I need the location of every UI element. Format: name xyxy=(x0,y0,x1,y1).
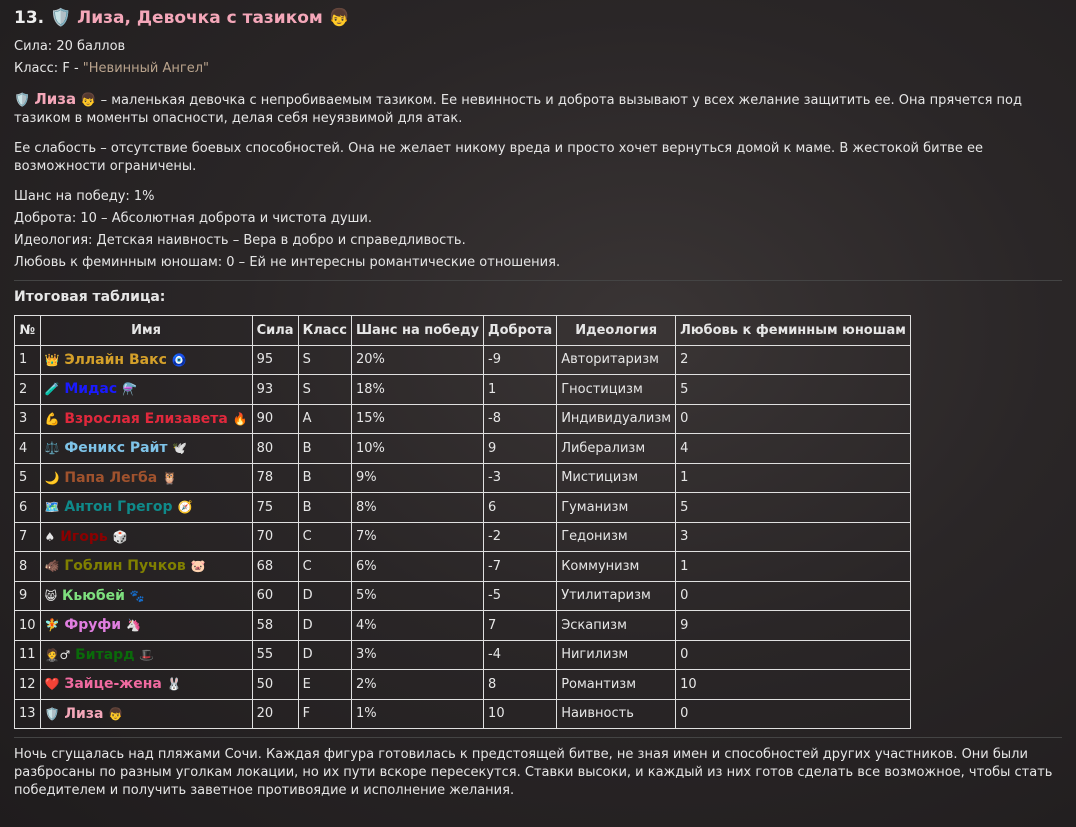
name-cell xyxy=(40,404,252,434)
chance-cell: 8% xyxy=(351,493,483,523)
row-number: 3 xyxy=(15,404,41,434)
love-cell: 0 xyxy=(676,699,911,729)
power-cell: 50 xyxy=(252,670,298,700)
emoji-icon: 👦 xyxy=(108,706,124,721)
row-number: 13 xyxy=(15,699,41,729)
footer-paragraph: Ночь сгущалась над пляжами Сочи. Каждая фигура готовилась к предстоящей битве, не зная имен и способностей других участников. Они были разбросаны по разным уголкам локации, но их пути вскоре пересекутся. Ставки высоки, и каждый из них готов сделать все возможное, чтобы стать победителем и получить заветное противоядие и исполнение желания. xyxy=(14,747,1053,798)
class-cell: C xyxy=(298,552,351,582)
chance-cell: 10% xyxy=(351,434,483,464)
row-number: 6 xyxy=(15,493,41,523)
attr-love: Любовь к феминным юношам: 0 – Ей не интересны романтические отношения. xyxy=(14,255,561,270)
character-name: Игорь xyxy=(60,528,108,545)
name-cell xyxy=(40,611,252,641)
class-cell: S xyxy=(298,345,351,375)
power-cell: 55 xyxy=(252,640,298,670)
ideology-cell: Авторитаризм xyxy=(557,345,676,375)
class-title: "Невинный Ангел" xyxy=(82,61,209,76)
column-header: Доброта xyxy=(484,316,557,346)
table-row xyxy=(15,434,911,464)
emoji-icon: 🎩 xyxy=(139,647,155,662)
love-cell: 9 xyxy=(676,611,911,641)
class-cell: B xyxy=(298,493,351,523)
class-cell: F xyxy=(298,699,351,729)
kindness-cell: 1 xyxy=(484,375,557,405)
name-cell xyxy=(40,375,252,405)
intro-name: Лиза xyxy=(34,90,77,108)
ideology-cell: Утилитаризм xyxy=(557,581,676,611)
ideology-cell: Индивидуализм xyxy=(557,404,676,434)
row-number: 12 xyxy=(15,670,41,700)
love-cell: 0 xyxy=(676,640,911,670)
character-name: Лиза xyxy=(64,705,104,722)
shield-icon: 🛡️ xyxy=(50,8,72,28)
class-cell: D xyxy=(298,640,351,670)
column-header: Шанс на победу xyxy=(351,316,483,346)
row-number: 2 xyxy=(15,375,41,405)
emoji-icon: 🐗 xyxy=(44,559,60,574)
character-name: Зайце-жена xyxy=(64,676,162,693)
chance-cell: 7% xyxy=(351,522,483,552)
kindness-cell: -8 xyxy=(484,404,557,434)
title-number: 13. xyxy=(14,8,45,28)
class-cell: A xyxy=(298,404,351,434)
emoji-icon: 🧿 xyxy=(171,352,187,367)
emoji-icon: 🌙 xyxy=(44,470,60,485)
row-number: 10 xyxy=(15,611,41,641)
emoji-icon: ⚗️ xyxy=(122,382,137,397)
boy-icon: 👦 xyxy=(328,8,350,28)
emoji-icon: ♠ xyxy=(44,529,56,544)
love-cell: 5 xyxy=(676,493,911,523)
row-number: 8 xyxy=(15,552,41,582)
kindness-cell: 10 xyxy=(484,699,557,729)
intro-text: – маленькая девочка с непробиваемым тазиком. Ее невинность и доброта вызывают у всех желание защитить ее. Она прячется под тазиком в моменты опасности, делая себя неуязвимой для атак. xyxy=(14,93,1023,126)
ideology-cell: Наивность xyxy=(557,699,676,729)
emoji-icon: 🛡️ xyxy=(44,706,60,721)
emoji-icon: 🧚 xyxy=(44,618,60,633)
name-cell xyxy=(40,463,252,493)
emoji-icon: 🐰 xyxy=(166,677,182,692)
row-number: 5 xyxy=(15,463,41,493)
ideology-cell: Романтизм xyxy=(557,670,676,700)
chance-cell: 6% xyxy=(351,552,483,582)
kindness-cell: 7 xyxy=(484,611,557,641)
row-number: 11 xyxy=(15,640,41,670)
character-name: Кьюбей xyxy=(61,587,125,604)
chance-cell: 5% xyxy=(351,581,483,611)
character-name: Взрослая Елизавета xyxy=(64,410,228,427)
chance-cell: 3% xyxy=(351,640,483,670)
power-cell: 90 xyxy=(252,404,298,434)
table-row xyxy=(15,552,911,582)
table-row xyxy=(15,345,911,375)
emoji-icon: ❤️ xyxy=(44,677,60,692)
chance-cell: 2% xyxy=(351,670,483,700)
ideology-cell: Гностицизм xyxy=(557,375,676,405)
ideology-cell: Коммунизм xyxy=(557,552,676,582)
title-text: Лиза, Девочка с тазиком xyxy=(77,8,323,28)
attributes xyxy=(14,188,1062,272)
emoji-icon: 😸 xyxy=(44,588,58,603)
divider xyxy=(14,737,1062,738)
name-cell xyxy=(40,699,252,729)
character-name: Битард xyxy=(75,646,135,663)
emoji-icon: 🧪 xyxy=(44,382,60,397)
column-header: Сила xyxy=(252,316,298,346)
column-header: Класс xyxy=(298,316,351,346)
shield-icon: 🛡️ xyxy=(14,93,31,108)
emoji-icon: 🦉 xyxy=(162,470,178,485)
table-row xyxy=(15,611,911,641)
page-title xyxy=(14,8,1062,28)
table-row xyxy=(15,375,911,405)
intro-paragraph xyxy=(14,90,1062,128)
chance-cell: 1% xyxy=(351,699,483,729)
table-row xyxy=(15,699,911,729)
class-value: F - xyxy=(62,61,79,76)
kindness-cell: 9 xyxy=(484,434,557,464)
strength-value: 20 баллов xyxy=(56,39,126,54)
kindness-cell: -9 xyxy=(484,345,557,375)
kindness-cell: -4 xyxy=(484,640,557,670)
kindness-cell: -3 xyxy=(484,463,557,493)
ideology-cell: Нигилизм xyxy=(557,640,676,670)
character-name: Феникс Райт xyxy=(64,440,168,457)
column-header: Имя xyxy=(40,316,252,346)
love-cell: 4 xyxy=(676,434,911,464)
name-cell xyxy=(40,581,252,611)
strength-line xyxy=(14,38,1062,56)
column-header: № xyxy=(15,316,41,346)
kindness-cell: -7 xyxy=(484,552,557,582)
love-cell: 2 xyxy=(676,345,911,375)
name-cell xyxy=(40,522,252,552)
emoji-icon: 🧭 xyxy=(177,500,193,515)
row-number: 1 xyxy=(15,345,41,375)
row-number: 9 xyxy=(15,581,41,611)
power-cell: 60 xyxy=(252,581,298,611)
column-header: Любовь к феминным юношам xyxy=(676,316,911,346)
table-row xyxy=(15,670,911,700)
chance-cell: 20% xyxy=(351,345,483,375)
class-cell: D xyxy=(298,611,351,641)
chance-cell: 18% xyxy=(351,375,483,405)
row-number: 4 xyxy=(15,434,41,464)
name-cell xyxy=(40,493,252,523)
emoji-icon: 🐾 xyxy=(129,588,145,603)
class-cell: C xyxy=(298,522,351,552)
table-row xyxy=(15,581,911,611)
divider xyxy=(14,280,1062,281)
character-name: Фруфи xyxy=(64,617,122,634)
class-cell: B xyxy=(298,463,351,493)
ideology-cell: Гуманизм xyxy=(557,493,676,523)
power-cell: 20 xyxy=(252,699,298,729)
kindness-cell: 6 xyxy=(484,493,557,523)
class-cell: E xyxy=(298,670,351,700)
character-name: Гоблин Пучков xyxy=(64,558,186,575)
attr-ideology: Идеология: Детская наивность – Вера в добро и справедливость. xyxy=(14,233,466,248)
class-cell: S xyxy=(298,375,351,405)
ideology-cell: Либерализм xyxy=(557,434,676,464)
name-cell xyxy=(40,640,252,670)
class-label: Класс: xyxy=(14,61,59,76)
chance-cell: 15% xyxy=(351,404,483,434)
love-cell: 0 xyxy=(676,404,911,434)
emoji-icon: 💪 xyxy=(44,411,60,426)
weakness-paragraph: Ее слабость – отсутствие боевых способностей. Она не желает никому вреда и просто хочет вернуться домой к маме. В жестокой битве ее возможности ограничены. xyxy=(14,141,983,174)
power-cell: 70 xyxy=(252,522,298,552)
power-cell: 93 xyxy=(252,375,298,405)
table-row xyxy=(15,404,911,434)
name-cell xyxy=(40,552,252,582)
emoji-icon: ⚖️ xyxy=(44,441,60,456)
emoji-icon: 🤵♂ xyxy=(44,647,71,662)
attr-chance: Шанс на победу: 1% xyxy=(14,189,155,204)
emoji-icon: 🔥 xyxy=(232,411,248,426)
emoji-icon: 🐷 xyxy=(190,559,206,574)
ideology-cell: Гедонизм xyxy=(557,522,676,552)
table-row xyxy=(15,463,911,493)
love-cell: 3 xyxy=(676,522,911,552)
chance-cell: 4% xyxy=(351,611,483,641)
love-cell: 1 xyxy=(676,463,911,493)
class-cell: D xyxy=(298,581,351,611)
ideology-cell: Эскапизм xyxy=(557,611,676,641)
emoji-icon: 🕊️ xyxy=(172,441,188,456)
character-name: Эллайн Вакс xyxy=(64,351,167,368)
kindness-cell: 8 xyxy=(484,670,557,700)
class-line xyxy=(14,60,1062,78)
character-name: Папа Легба xyxy=(64,469,158,486)
emoji-icon: 🦄 xyxy=(125,618,141,633)
name-cell xyxy=(40,345,252,375)
strength-label: Сила: xyxy=(14,39,53,54)
table-header-row xyxy=(15,316,911,346)
character-name: Мидас xyxy=(64,381,118,398)
love-cell: 0 xyxy=(676,581,911,611)
power-cell: 58 xyxy=(252,611,298,641)
boy-icon: 👦 xyxy=(80,93,97,108)
love-cell: 10 xyxy=(676,670,911,700)
ideology-cell: Мистицизм xyxy=(557,463,676,493)
table-row xyxy=(15,640,911,670)
class-cell: B xyxy=(298,434,351,464)
emoji-icon: 🗺️ xyxy=(44,500,60,515)
power-cell: 78 xyxy=(252,463,298,493)
character-name: Антон Грегор xyxy=(64,499,173,516)
column-header: Идеология xyxy=(557,316,676,346)
power-cell: 95 xyxy=(252,345,298,375)
attr-kindness: Доброта: 10 – Абсолютная доброта и чистота души. xyxy=(14,211,372,226)
name-cell xyxy=(40,670,252,700)
row-number: 7 xyxy=(15,522,41,552)
summary-table xyxy=(14,315,911,729)
power-cell: 80 xyxy=(252,434,298,464)
table-title: Итоговая таблица: xyxy=(14,289,166,305)
kindness-cell: -5 xyxy=(484,581,557,611)
love-cell: 5 xyxy=(676,375,911,405)
chance-cell: 9% xyxy=(351,463,483,493)
name-cell xyxy=(40,434,252,464)
emoji-icon: 🎲 xyxy=(112,529,128,544)
table-row xyxy=(15,522,911,552)
love-cell: 1 xyxy=(676,552,911,582)
emoji-icon: 👑 xyxy=(44,352,60,367)
power-cell: 68 xyxy=(252,552,298,582)
table-row xyxy=(15,493,911,523)
power-cell: 75 xyxy=(252,493,298,523)
kindness-cell: -2 xyxy=(484,522,557,552)
